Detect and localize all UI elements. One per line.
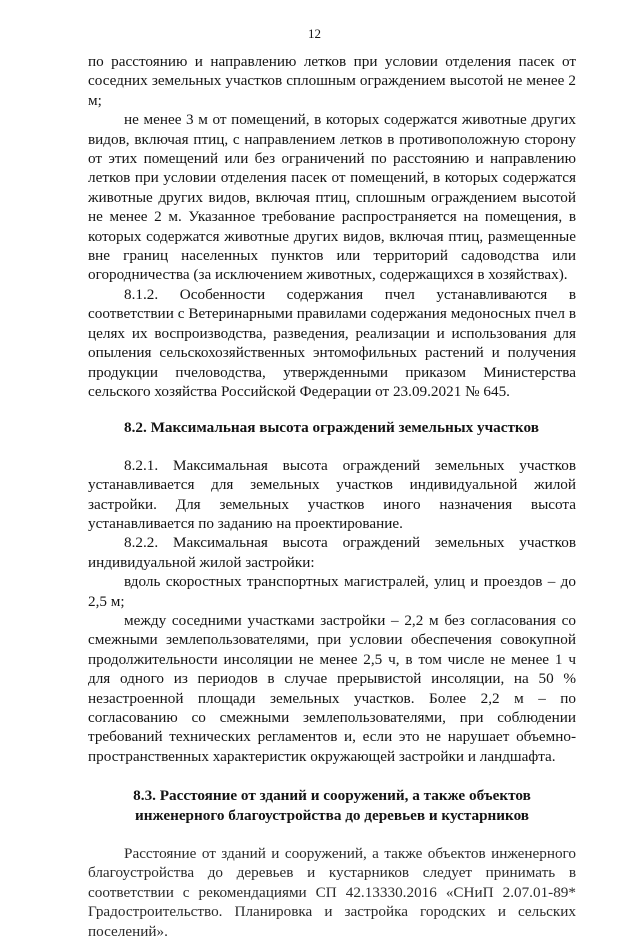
section-8-3-heading — [88, 786, 576, 825]
section-8-3-heading-line2: инженерного благоустройства до деревьев и кустарников — [135, 806, 529, 824]
document-body — [88, 52, 576, 941]
paragraph-along-highways: вдоль скоростных транспортных магистралей, улиц и проездов – до 2,5 м; — [88, 573, 576, 610]
paragraph-8-2-1: 8.2.1. Максимальная высота ограждений земельных участков устанавливается для земельных участков индивидуальной жилой застройки. Для земельных участков иного назначения высота устанавливается по заданию на проектирование. — [88, 456, 576, 532]
paragraph-tree-distance: Расстояние от зданий и сооружений, а также объектов инженерного благоустройства до деревьев и кустарников следует принимать в соответствии с рекомендациями СП 42.13330.2016 «СНиП 2.07.01-89* Градостроительство. Планировка и застройка городских и сельских поселений». — [88, 845, 576, 940]
section-8-2-heading: 8.2. Максимальная высота ограждений земельных участков — [124, 419, 539, 437]
page-number: 12 — [308, 26, 321, 41]
paragraph-between-plots: между соседними участками застройки – 2,2 м без согласования со смежными землепользователями, при условии обеспечения совокупной продолжительности инсоляции не менее 2,5 ч, в том числе не менее 1 ч для одного из периодов в случае прерывистой инсоляции, на 50 % незастроенной площади земельных участков. Более 2,2 м – по согласованию со смежными землепользователями, при соблюдении требований технических регламентов и, если это не нарушает объемно-пространственных характеристик окружающей застройки и ландшафта. — [88, 611, 576, 765]
paragraph-animal-premises: не менее 3 м от помещений, в которых содержатся животные других видов, включая птиц, с направлением летков в противоположную сторону от этих помещений или без ограничений по расстоянию и направлению летков при условии отделения пасек от помещений, в которых содержатся животные других видов, включая птиц, сплошным ограждением высотой не менее 2 м. Указанное требование распространяется на помещения, в которых содержатся животные других видов, включая птиц, размещенные вне границ населенных пунктов или территорий садоводства или огородничества (за исключением животных, содержащихся в хозяйствах). — [88, 111, 576, 284]
paragraph-apiary-neighbors: по расстоянию и направлению летков при условии отделения пасек от соседних земельных участков сплошным ограждением высотой не менее 2 м; — [88, 53, 576, 109]
section-8-3-heading-line1: 8.3. Расстояние от зданий и сооружений, а также объектов — [133, 787, 531, 805]
paragraph-8-1-2: 8.1.2. Особенности содержания пчел устанавливаются в соответствии с Ветеринарными правилами содержания медоносных пчел в целях их воспроизводства, разведения, реализации и использования для опыления сельскохозяйственных энтомофильных растений и получения продукции пчеловодства, утвержденными приказом Министерства сельского хозяйства Российской Федерации от 23.09.2021 № 645. — [88, 285, 576, 400]
paragraph-8-2-2: 8.2.2. Максимальная высота ограждений земельных участков индивидуальной жилой застройки: — [88, 534, 576, 571]
